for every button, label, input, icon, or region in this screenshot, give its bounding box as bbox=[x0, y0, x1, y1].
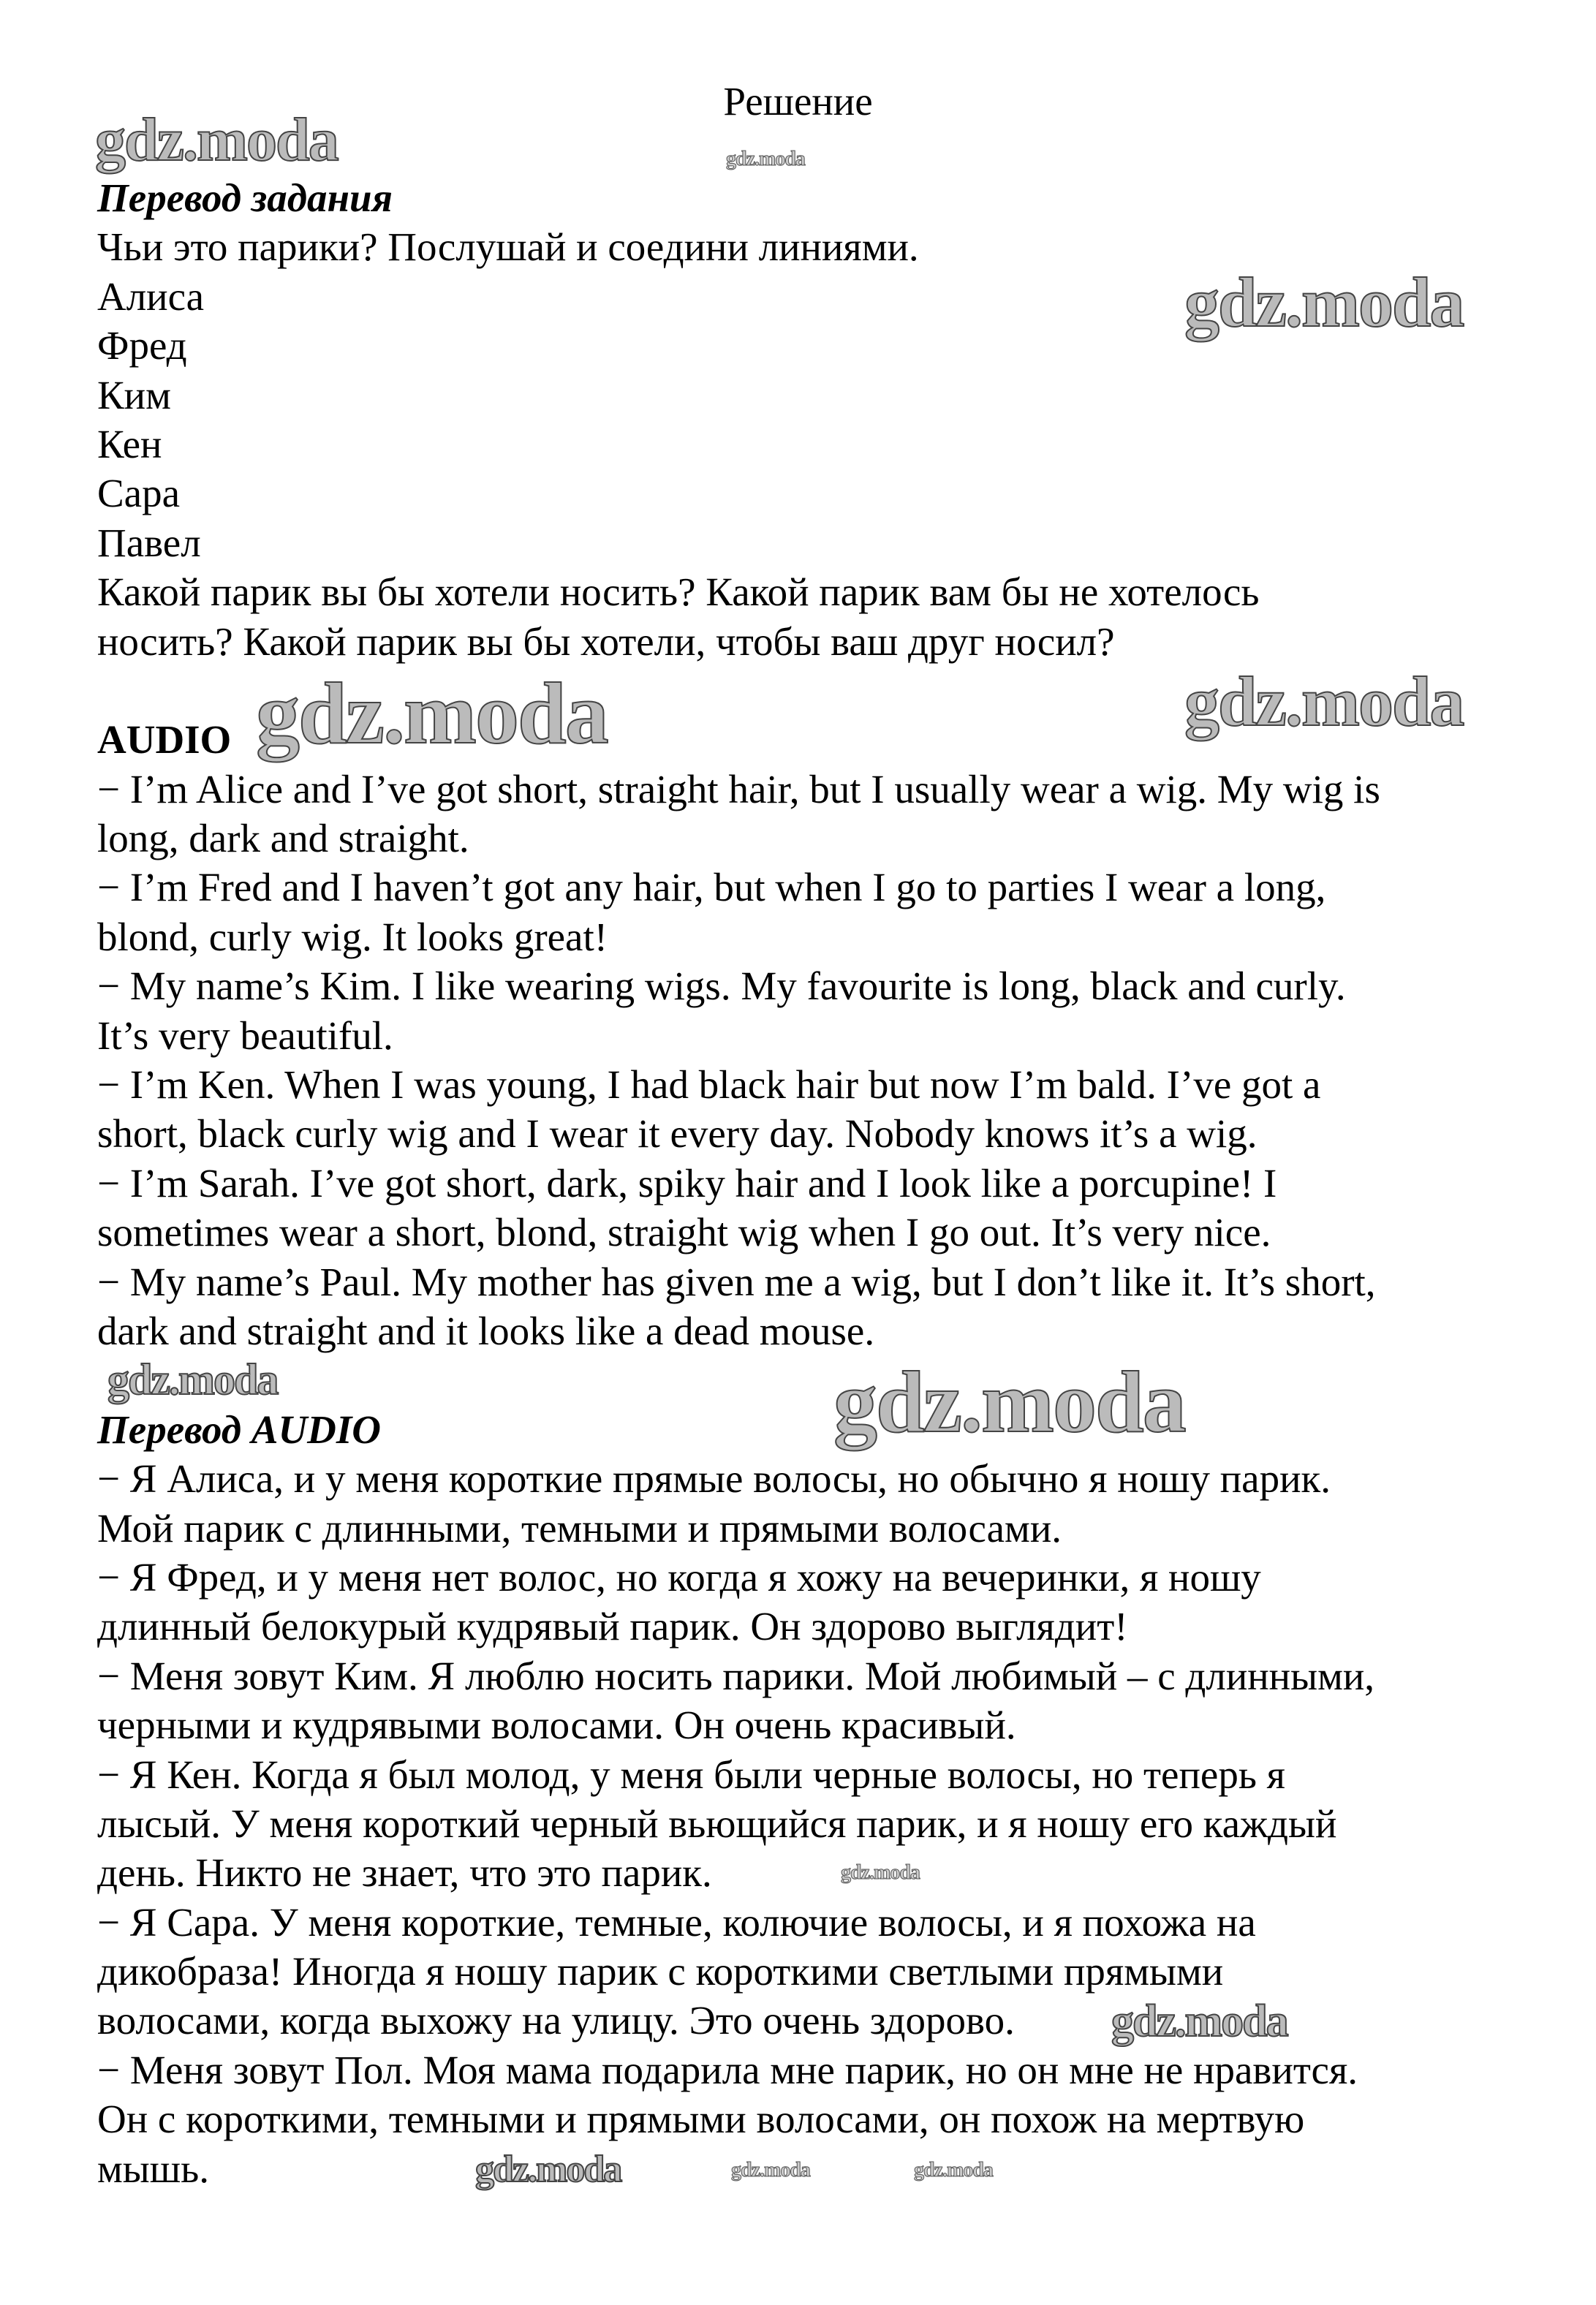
text-line: Фред bbox=[97, 323, 187, 368]
text-line: Ким bbox=[97, 372, 171, 417]
watermark-logo: gdz.moda bbox=[833, 1353, 1185, 1450]
watermark-logo: gdz.moda bbox=[914, 2159, 993, 2181]
text-line: − I’m Sarah. I’ve got short, dark, spiky hair and I look like a porcupine! I bbox=[97, 1160, 1277, 1206]
text-line: лысый. У меня короткий черный вьющийся парик, и я ношу его каждый bbox=[97, 1801, 1337, 1846]
text-line: − I’m Ken. When I was young, I had black hair but now I’m bald. I’ve got a bbox=[97, 1062, 1321, 1108]
text-line: − Меня зовут Ким. Я люблю носить парики. Мой любимый – с длинными, bbox=[97, 1653, 1375, 1698]
watermark-logo: gdz.moda bbox=[256, 665, 608, 762]
section-heading-audio: AUDIO bbox=[97, 717, 232, 762]
text-line: волосами, когда выхожу на улицу. Это очень здорово. bbox=[97, 1998, 1015, 2043]
section-heading-translation: Перевод AUDIO bbox=[97, 1407, 382, 1452]
text-line: − I’m Alice and I’ve got short, straight hair, but I usually wear a wig. My wig is bbox=[97, 766, 1380, 811]
watermark-logo: gdz.moda bbox=[1184, 662, 1464, 741]
watermark-logo: gdz.moda bbox=[475, 2149, 621, 2190]
text-line: Мой парик с длинными, темными и прямыми волосами. bbox=[97, 1505, 1062, 1551]
text-line: − Я Кен. Когда я был молод, у меня были черные волосы, но теперь я bbox=[97, 1752, 1285, 1797]
text-line: день. Никто не знает, что это парик. bbox=[97, 1850, 712, 1896]
text-line: − My name’s Paul. My mother has given me a wig, but I don’t like it. It’s short, bbox=[97, 1259, 1376, 1304]
text-line: черными и кудрявыми волосами. Он очень красивый. bbox=[97, 1703, 1016, 1748]
text-line: − Я Алиса, и у меня короткие прямые волосы, но обычно я ношу парик. bbox=[97, 1456, 1331, 1502]
text-line: It’s very beautiful. bbox=[97, 1013, 393, 1058]
text-line: Павел bbox=[97, 520, 201, 565]
watermark-logo: gdz.moda bbox=[726, 148, 805, 170]
watermark-logo: gdz.moda bbox=[1184, 263, 1464, 341]
text-line: long, dark and straight. bbox=[97, 816, 469, 861]
text-line: Сара bbox=[97, 471, 181, 516]
text-line: sometimes wear a short, blond, straight wig when I go out. It’s very nice. bbox=[97, 1210, 1271, 1255]
text-line: blond, curly wig. It looks great! bbox=[97, 914, 608, 959]
document-body bbox=[97, 173, 1380, 2193]
text-line: − My name’s Kim. I like wearing wigs. My favourite is long, black and curly. bbox=[97, 964, 1346, 1009]
text-line: dark and straight and it looks like a dead mouse. bbox=[97, 1308, 875, 1353]
watermark-logo: gdz.moda bbox=[1111, 1996, 1287, 2046]
text-line: мышь. bbox=[97, 2146, 209, 2191]
text-line: − Меня зовут Пол. Моя мама подарила мне парик, но он мне не нравится. bbox=[97, 2047, 1358, 2092]
text-line: Алиса bbox=[97, 273, 205, 319]
text-line: Чьи это парики? Послушай и соедини линиями. bbox=[97, 224, 919, 270]
text-line: − I’m Fred and I haven’t got any hair, but when I go to parties I wear a long, bbox=[97, 865, 1326, 910]
page-title: Решение bbox=[723, 79, 873, 124]
section-heading-task: Перевод задания bbox=[97, 175, 393, 220]
text-line: носить? Какой парик вы бы хотели, чтобы ваш друг носил? bbox=[97, 618, 1115, 664]
text-line: длинный белокурый кудрявый парик. Он здорово выглядит! bbox=[97, 1604, 1128, 1649]
text-line: дикобраза! Иногда я ношу парик с короткими светлыми прямыми bbox=[97, 1949, 1224, 1994]
watermark-logo: gdz.moda bbox=[107, 1355, 278, 1404]
watermark-logo: gdz.moda bbox=[731, 2159, 810, 2181]
watermark-logo: gdz.moda bbox=[841, 1861, 920, 1884]
watermark-logo: gdz.moda bbox=[95, 106, 338, 174]
text-line: Какой парик вы бы хотели носить? Какой парик вам бы не хотелось bbox=[97, 569, 1260, 615]
text-line: − Я Сара. У меня короткие, темные, колючие волосы, и я похожа на bbox=[97, 1899, 1256, 1945]
text-line: short, black curly wig and I wear it every day. Nobody knows it’s a wig. bbox=[97, 1111, 1257, 1157]
text-line: − Я Фред, и у меня нет волос, но когда я хожу на вечеринки, я ношу bbox=[97, 1554, 1261, 1600]
text-line: Кен bbox=[97, 421, 162, 466]
text-line: Он с короткими, темными и прямыми волосами, он похож на мертвую bbox=[97, 2097, 1305, 2142]
